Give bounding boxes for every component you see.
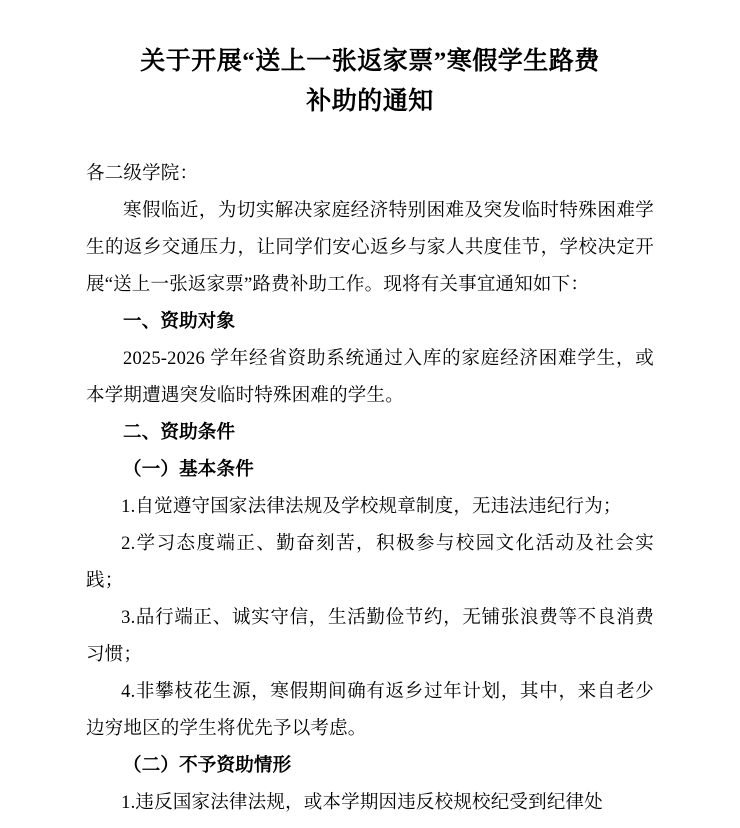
list-item: 3.品行端正、诚实守信，生活勤俭节约，无铺张浪费等不良消费习惯； [86,608,654,665]
section-2-heading: 二、资助条件 [123,423,236,443]
section-2-subsection-2-heading: （二）不予资助情形 [123,756,292,776]
list-item: 1.违反国家法律法规，或本学期因违反校规校纪受到纪律处 [121,793,603,813]
document-body [86,156,654,822]
section-2-subsection-1-heading: （一）基本条件 [123,460,254,480]
addressee-line: 各二级学院： [86,164,199,184]
intro-paragraph: 寒假临近，为切实解决家庭经济特别困难及突发临时特殊困难学生的返乡交通压力，让同学们安心返乡与家人共度佳节，学校决定开展“送上一张返家票”路费补助工作。现将有关事宜通知如下： [86,201,654,295]
section-1-paragraph: 2025-2026 学年经省资助系统通过入库的家庭经济困难学生，或本学期遭遇突发临时特殊困难的学生。 [86,349,654,406]
page-title-line-1: 关于开展“送上一张返家票”寒假学生路费 [140,48,600,75]
page-title [86,42,654,122]
list-item: 1.自觉遵守国家法律法规及学校规章制度，无违法违纪行为； [121,497,622,517]
list-item: 4.非攀枝花生源，寒假期间确有返乡过年计划，其中，来自老少边穷地区的学生将优先予以考虑。 [86,682,654,739]
list-item: 2.学习态度端正、勤奋刻苦，积极参与校园文化活动及社会实践； [86,534,654,591]
section-1-heading: 一、资助对象 [123,312,236,332]
page-title-line-2: 补助的通知 [306,88,434,115]
